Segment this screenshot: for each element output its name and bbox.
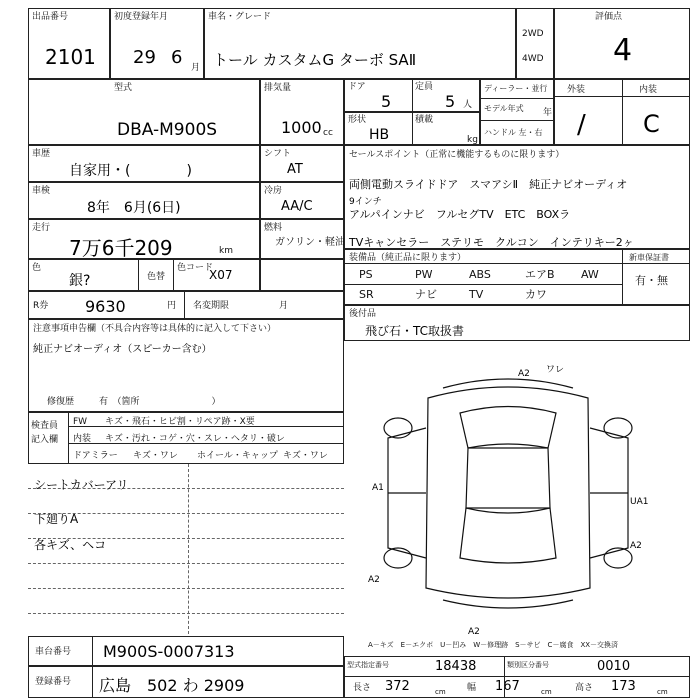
drive-2wd: 2WD — [522, 29, 544, 39]
inspector-note-1: シートカバーアリ — [34, 478, 129, 492]
diagram-legend: A－キズ E－エクボ U－凹み W－修理跡 S－サビ C－腐食 XX－交換済 — [368, 641, 619, 649]
damage-mark-rear-left: A2 — [368, 575, 380, 585]
equipment-item: ナビ — [415, 288, 437, 301]
first-registration-label: 初度登録年月 — [114, 12, 169, 22]
lot-number-label: 出品番号 — [32, 12, 69, 22]
inspector-row-2-text: キズ・汚れ・コゲ・穴・スレ・ヘタリ・破レ — [105, 434, 285, 444]
first-registration-month: 6 — [171, 47, 183, 68]
lot-number-cell — [28, 8, 110, 79]
equipment-label: 装備品（純正品に限ります） — [349, 253, 467, 263]
sales-line-4: TVキャンセラー ステリモ クルコン インテリキー2ヶ — [349, 236, 634, 249]
shape-value: HB — [369, 127, 390, 143]
type-cert-label: 型式指定番号 — [347, 661, 389, 669]
width-value: 167 — [495, 679, 520, 694]
damage-mark-rear: A2 — [468, 627, 480, 637]
name-change-label: 名変期限 — [193, 301, 230, 311]
notes-value: 純正ナビオーディオ（スピーカー含む） — [33, 344, 212, 355]
sales-point-label: セールスポイント（正常に機能するものに限ります） — [349, 150, 565, 160]
auction-sheet — [28, 8, 690, 698]
shift-label: シフト — [264, 149, 292, 159]
inspection-label: 車検 — [32, 186, 51, 196]
color-blank-cell — [260, 259, 344, 291]
exterior-grade: / — [577, 110, 586, 140]
usage-label: 車歴 — [32, 149, 51, 159]
score-value: 4 — [613, 33, 633, 68]
warranty-value: 有・無 — [635, 274, 668, 287]
doors-value: 5 — [381, 92, 392, 111]
type-label: 型式 — [114, 83, 133, 93]
damage-mark-right: UA1 — [630, 497, 648, 507]
car-windshield — [460, 407, 556, 449]
car-roof — [466, 448, 550, 508]
model-cell — [204, 8, 516, 79]
model-year-unit: 年 — [543, 108, 553, 118]
length-value: 372 — [385, 679, 410, 694]
capacity-unit: 人 — [463, 100, 473, 110]
inspection-value: 8年 6月(6日) — [87, 200, 181, 216]
damage-mark-rear-right: A2 — [630, 541, 642, 551]
dimensions-cell — [344, 656, 690, 698]
fuel-label: 燃料 — [264, 223, 283, 233]
ac-label: 冷房 — [264, 186, 283, 196]
shape-label: 形状 — [348, 115, 367, 125]
equipment-item: エアB — [525, 268, 555, 281]
capacity-value: 5 — [445, 92, 456, 111]
equipment-item: カワ — [525, 288, 547, 301]
inspector-note-2: 下廻りA — [34, 512, 79, 526]
inspector-row-1-text: キズ・飛石・ヒビ割・リペア跡・X要 — [105, 417, 255, 427]
inspector-row-2-tag: 内装 — [73, 434, 92, 444]
color-value: 銀? — [69, 273, 91, 289]
car-damage-diagram — [368, 358, 648, 638]
sales-line-2: 9インチ — [349, 197, 382, 207]
fuel-cell — [260, 219, 344, 259]
shift-value: AT — [287, 162, 303, 177]
height-value: 173 — [611, 679, 636, 694]
type-value: DBA-M900S — [117, 120, 218, 140]
displacement-unit: cc — [323, 128, 333, 138]
mileage-cell — [28, 219, 260, 259]
vin-cell — [28, 636, 344, 666]
dealer-label: ディーラー・並行 — [484, 84, 548, 93]
inspector-row-1-tag: FW — [73, 417, 88, 427]
equipment-item: PW — [415, 268, 433, 281]
color-code-value: X07 — [209, 268, 233, 282]
ac-cell — [260, 182, 344, 219]
registration-cell — [28, 666, 344, 698]
capacity-label: 定員 — [415, 82, 434, 92]
inspector-row-3-text-2: キズ・ワレ — [283, 451, 328, 461]
aftermarket-value: 飛び石・TC取扱書 — [365, 324, 465, 338]
width-unit: cm — [541, 688, 552, 696]
first-registration-year: 29 — [133, 47, 156, 68]
category-no-label: 類別区分番号 — [507, 661, 549, 669]
month-unit: 月 — [191, 63, 201, 73]
ac-value: AA/C — [281, 199, 313, 214]
vin-value: M900S-0007313 — [103, 642, 235, 661]
sales-point-cell — [344, 145, 690, 249]
inspector-label-2: 記入欄 — [31, 435, 59, 445]
equipment-item: TV — [469, 288, 484, 301]
displacement-cell — [260, 79, 344, 145]
doors-label: ドア — [348, 82, 366, 92]
usage-value: 自家用・( ) — [69, 163, 192, 179]
color-label: 色 — [32, 263, 42, 273]
fuel-options: ガソリン・軽油 — [275, 237, 345, 248]
damage-mark-windshield: ワレ — [546, 365, 565, 375]
recycle-label: R券 — [33, 301, 49, 311]
registration-label: 登録番号 — [35, 677, 72, 687]
rear-bumper — [443, 600, 573, 608]
shift-cell — [260, 145, 344, 182]
equipment-item: PS — [359, 268, 373, 281]
car-rear-window — [460, 508, 556, 563]
vin-label: 車台番号 — [35, 647, 72, 657]
inspection-cell — [28, 182, 260, 219]
height-unit: cm — [657, 688, 668, 696]
height-label: 高さ — [575, 683, 594, 693]
recycle-cell — [28, 291, 344, 319]
length-unit: cm — [435, 688, 446, 696]
lot-number: 2101 — [45, 45, 96, 69]
mileage-value: 7万6千209 — [69, 236, 173, 260]
score-label: 評価点 — [595, 12, 623, 22]
equipment-item: AW — [581, 268, 599, 281]
equipment-item: ABS — [469, 268, 491, 281]
recycle-value: 9630 — [85, 297, 126, 316]
dealer-cell — [480, 79, 554, 145]
displacement-label: 排気量 — [264, 83, 292, 93]
model-name: トール カスタムG ターボ SAⅡ — [213, 51, 417, 69]
notes-cell — [28, 319, 344, 412]
inspector-cell — [28, 412, 344, 464]
repair-history-value: 有 （箇所 ） — [99, 397, 221, 407]
type-cert-value: 18438 — [435, 659, 477, 674]
inspector-row-3-text: キズ・ワレ — [133, 451, 178, 461]
width-label: 幅 — [467, 683, 477, 693]
new-car-warranty-label: 新車保証書 — [629, 253, 669, 262]
handle-label: ハンドル 左・右 — [484, 128, 543, 137]
interior-grade: C — [643, 110, 660, 138]
name-change-unit: 月 — [279, 301, 289, 311]
mileage-unit: km — [219, 246, 233, 256]
equipment-cell — [344, 249, 690, 305]
model-year-label: モデル年式 — [484, 104, 524, 113]
color-code-label: 色コード — [177, 263, 214, 273]
load-unit: kg — [467, 135, 478, 145]
drive-cell — [516, 8, 554, 79]
car-body-outline — [426, 387, 590, 598]
aftermarket-cell — [344, 305, 690, 341]
length-label: 長さ — [353, 683, 372, 693]
repaint-label: 色替 — [147, 272, 166, 282]
first-registration-cell — [110, 8, 204, 79]
repair-history-label: 修復歴 — [47, 397, 75, 407]
color-cell — [28, 259, 260, 291]
inspector-row-3-tag: ドアミラー — [73, 451, 118, 461]
shape-cell — [344, 112, 480, 145]
sales-line-3: アルパインナビ フルセグTV ETC BOXラ — [349, 208, 571, 221]
aftermarket-label: 後付品 — [349, 309, 377, 319]
exterior-label: 外装 — [567, 85, 586, 95]
load-label: 積載 — [415, 115, 434, 125]
usage-cell — [28, 145, 260, 182]
category-no-value: 0010 — [597, 659, 631, 674]
inspector-label-1: 検査員 — [31, 421, 59, 431]
registration-value: 広島 502 わ 2909 — [99, 676, 245, 695]
inspector-note-3: 各キズ、ヘコ — [34, 538, 107, 552]
displacement-value: 1000 — [281, 118, 322, 137]
interior-label: 内装 — [639, 85, 658, 95]
equipment-item: SR — [359, 288, 374, 301]
drive-4wd: 4WD — [522, 54, 544, 64]
inspector-row-3-tag-2: ホイール・キャップ — [197, 451, 278, 461]
notes-label: 注意事項申告欄（不具合内容等は具体的に記入して下さい） — [33, 324, 277, 334]
model-label: 車名・グレード — [208, 12, 272, 22]
recycle-unit: 円 — [167, 301, 177, 311]
damage-mark-left: A1 — [372, 483, 384, 493]
mileage-label: 走行 — [32, 223, 51, 233]
damage-mark-front: A2 — [518, 369, 530, 379]
type-cell — [28, 79, 260, 145]
sales-line-1: 両側電動スライドドア スマアシⅡ 純正ナビオーディオ — [349, 178, 628, 191]
score-cell — [554, 8, 690, 79]
